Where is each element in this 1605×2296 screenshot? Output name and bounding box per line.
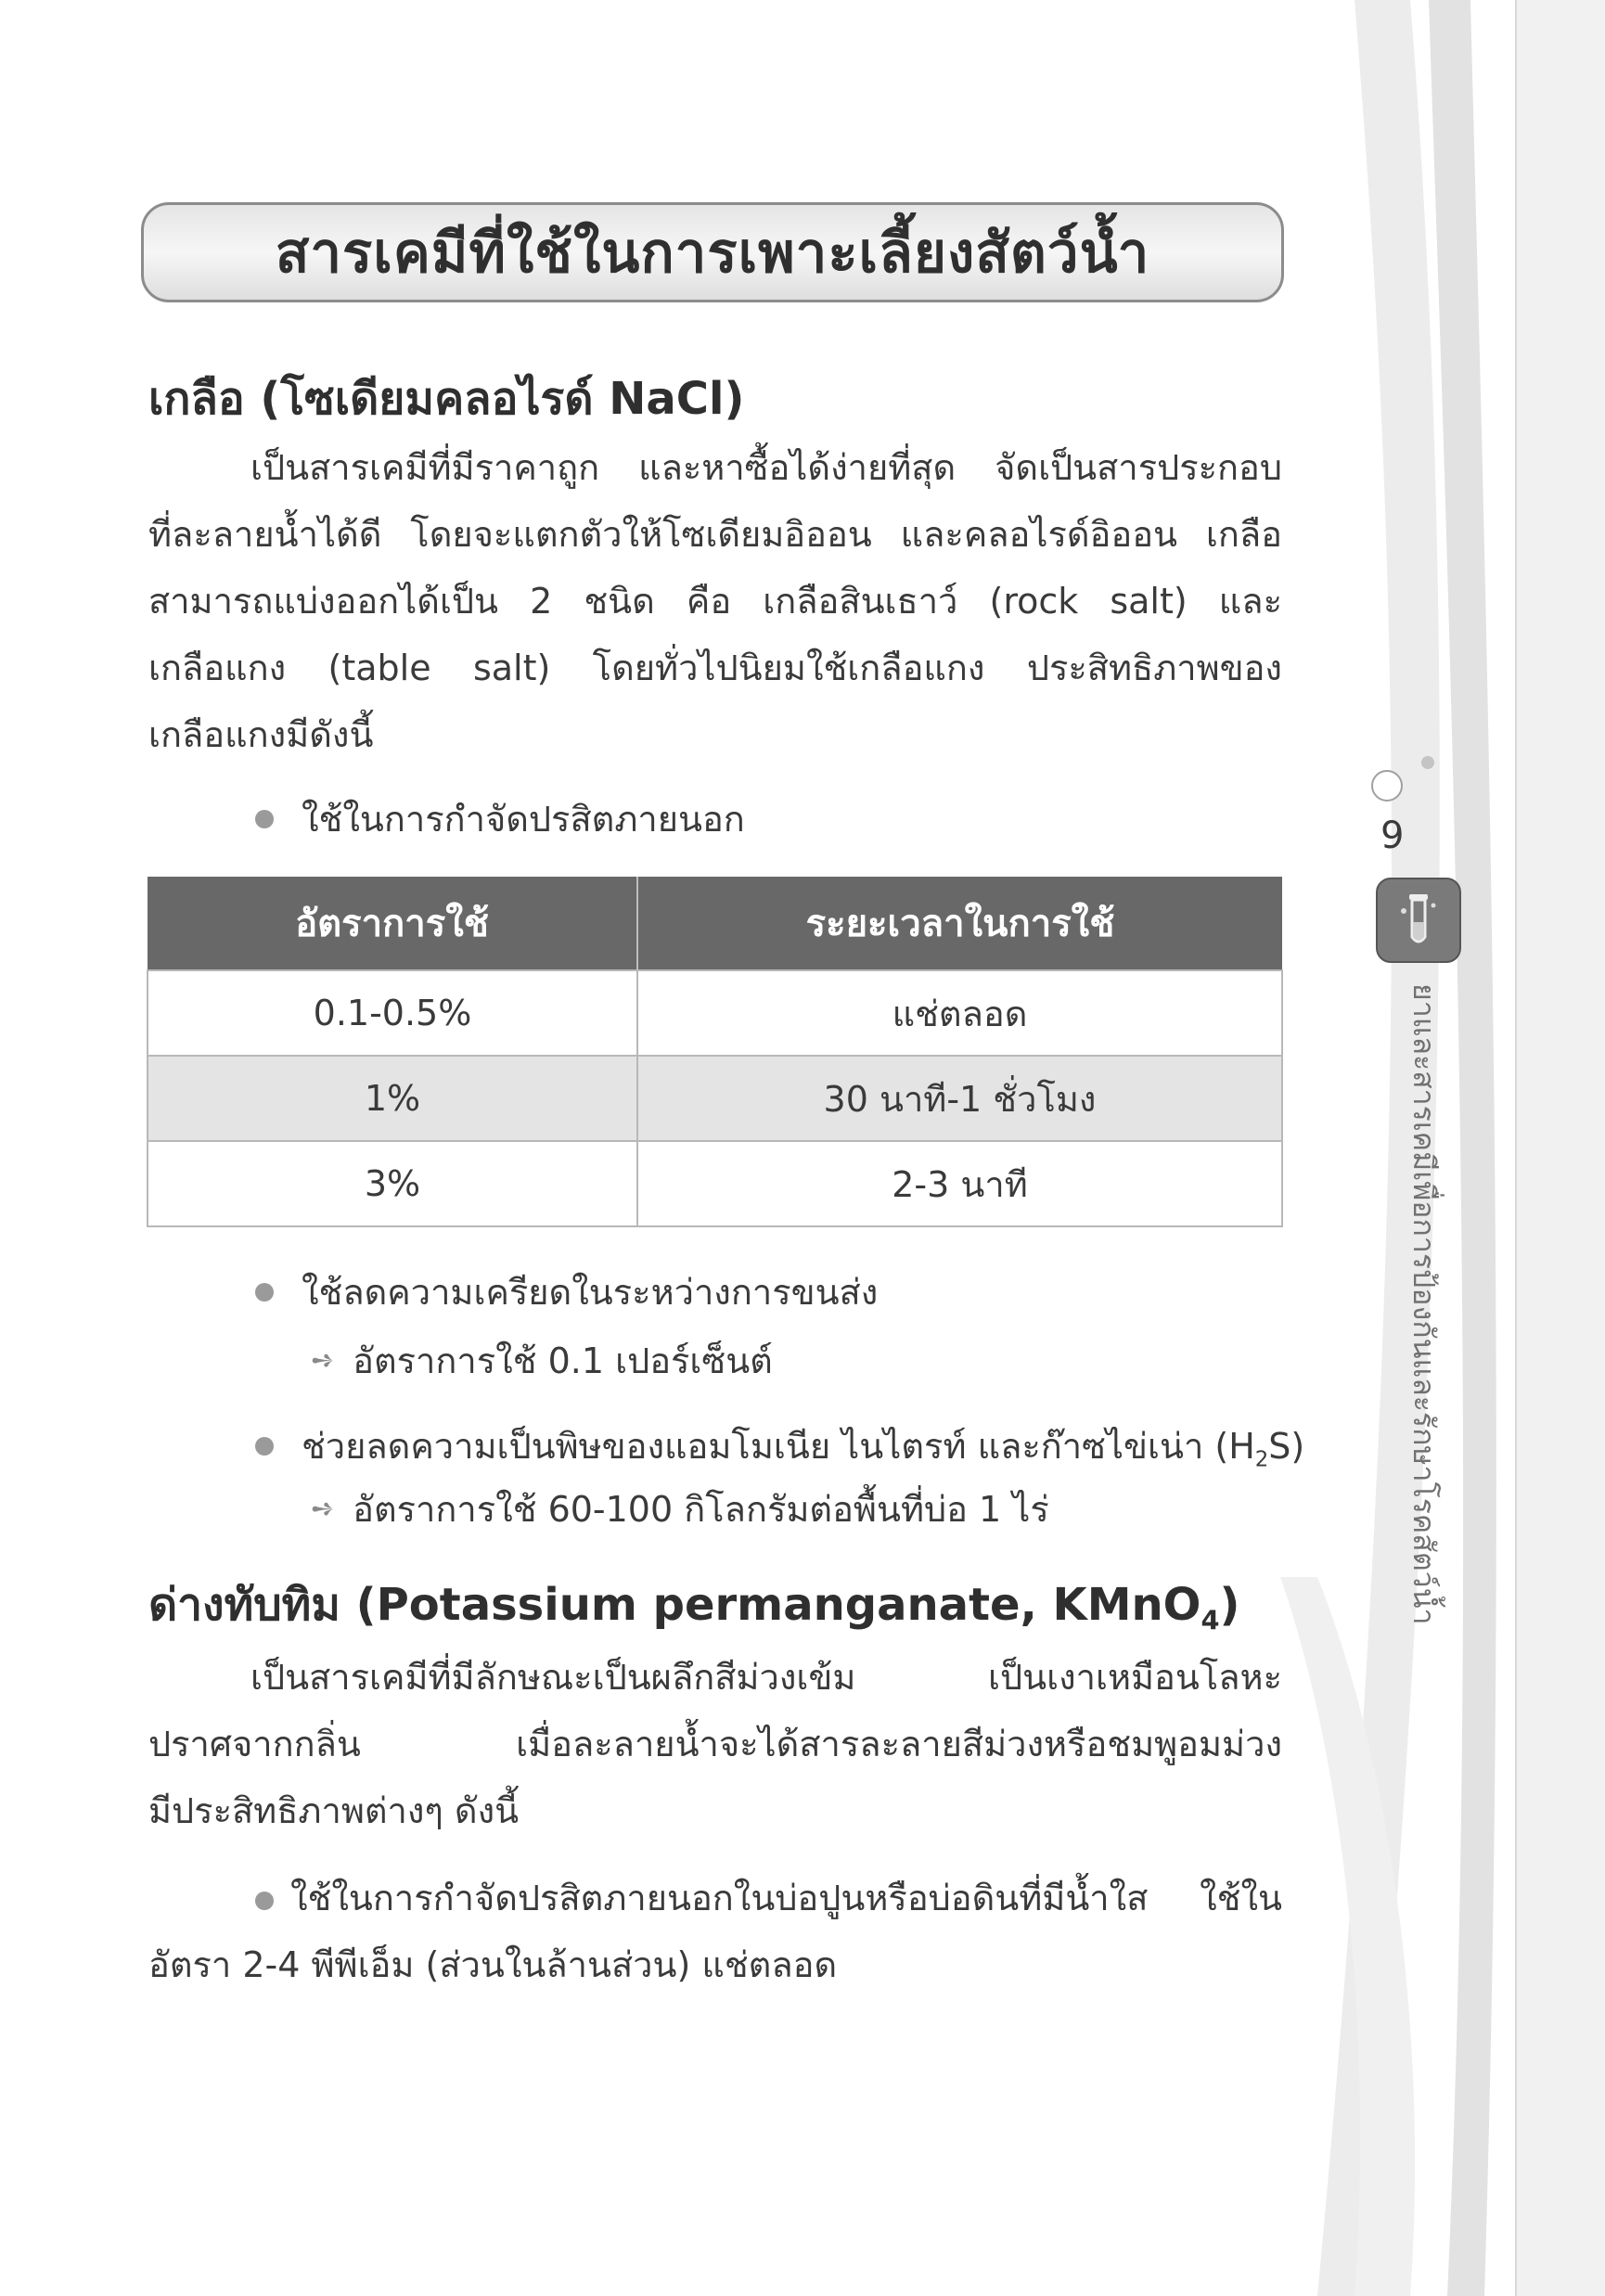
table-cell: แช่ตลอด — [637, 970, 1282, 1056]
decorative-dot — [1421, 756, 1434, 769]
kmno4-bullet-line: อัตรา 2-4 พีพีเอ็ม (ส่วนในล้านส่วน) แช่ตลอด — [148, 1944, 838, 1985]
kmno4-bullet-line: ใช้ในการกำจัดปรสิตภายนอกในบ่อปูนหรือบ่อดินที่มีน้ำใส ใช้ใน — [148, 1865, 1282, 1931]
test-tube-icon — [1394, 891, 1443, 950]
salt-paragraph-line: สามารถแบ่งออกได้เป็น 2 ชนิด คือ เกลือสินเธาว์ (rock salt) และ — [148, 581, 1282, 622]
table-header-cell: อัตราการใช้ — [148, 877, 637, 970]
salt-heading: เกลือ (โซเดียมคลอไรด์ NaCl) — [148, 373, 745, 425]
table-cell: 1% — [148, 1056, 637, 1141]
kmno4-heading: ด่างทับทิม (Potassium permanganate, KMnO$_4$) — [148, 1579, 1240, 1636]
bullet-text: ใช้ในการกำจัดปรสิตภายนอก — [302, 799, 745, 840]
salt-paragraph — [148, 434, 1282, 768]
table-cell: 3% — [148, 1141, 637, 1226]
side-caption: ยาและสารเคมีเพื่อการป้องกันและรักษาโรคสัตว์น้ำ — [1406, 983, 1442, 1625]
table-cell: 0.1-0.5% — [148, 970, 637, 1056]
table-row — [148, 1141, 1282, 1226]
bullet-dot-icon — [255, 810, 274, 828]
bullet-dot-icon — [255, 1892, 274, 1910]
kmno4-paragraph-line: ปราศจากกลิ่น เมื่อละลายน้ำจะได้สารละลายสีม่วงหรือชมพูอมม่วง — [148, 1724, 1282, 1764]
kmno4-paragraph-line: มีประสิทธิภาพต่างๆ ดังนี้ — [148, 1790, 520, 1831]
table-header-row — [148, 877, 1282, 970]
kmno4-bullet-1 — [148, 1865, 1282, 1998]
kmno4-paragraph-line: เป็นสารเคมีที่มีลักษณะเป็นผลึกสีม่วงเข้ม เป็นเงาเหมือนโลหะ — [250, 1657, 1282, 1698]
salt-bullet-1 — [255, 790, 745, 847]
salt-paragraph-line: เกลือแกง (table salt) โดยทั่วไปนิยมใช้เกลือแกง ประสิทธิภาพของ — [148, 648, 1282, 688]
salt-bullet-2 — [255, 1263, 878, 1320]
salt-paragraph-line: เป็นสารเคมีที่มีราคาถูก และหาซื้อได้ง่ายที่สุด จัดเป็นสารประกอบ — [250, 447, 1282, 488]
bullet-text: ใช้ลดความเครียดในระหว่างการขนส่ง — [302, 1272, 879, 1313]
page-number: 9 — [1380, 815, 1405, 857]
bullet-dot-icon — [255, 1437, 274, 1456]
table-row — [148, 1056, 1282, 1141]
bullet-dot-icon — [255, 1283, 274, 1302]
page-title: สารเคมีที่ใช้ในการเพาะเลี้ยงสัตว์น้ำ — [275, 220, 1150, 286]
kmno4-paragraph — [148, 1644, 1282, 1844]
decorative-circle — [1371, 770, 1403, 802]
salt-paragraph-line: ที่ละลายน้ำได้ดี โดยจะแตกตัวให้โซเดียมอิออน และคลอไรด์อิออน เกลือ — [148, 514, 1282, 555]
tube-badge — [1376, 878, 1461, 963]
salt-rate-table — [147, 877, 1283, 1227]
sub-bullet-text: อัตราการใช้ 60-100 กิโลกรัมต่อพื้นที่บ่อ 1 ไร่ — [353, 1489, 1049, 1530]
arrow-right-icon: ➺ — [311, 1344, 335, 1377]
bullet-text: ช่วยลดความเป็นพิษของแอมโมเนีย ไนไตรท์ และก๊าซไข่เน่า $(H_2S)$ — [302, 1426, 1305, 1472]
arrow-right-icon: ➺ — [311, 1493, 335, 1525]
sub-bullet-text: อัตราการใช้ 0.1 เปอร์เซ็นต์ — [353, 1340, 773, 1381]
table-cell: 2-3 นาที — [637, 1141, 1282, 1226]
salt-paragraph-line: เกลือแกงมีดังนี้ — [148, 714, 374, 755]
salt-bullet-3 — [255, 1417, 1304, 1474]
table-cell: 30 นาที-1 ชั่วโมง — [637, 1056, 1282, 1141]
table-header-cell: ระยะเวลาในการใช้ — [637, 877, 1282, 970]
table-row — [148, 970, 1282, 1056]
salt-bullet-3-sub — [311, 1481, 1049, 1537]
salt-bullet-2-sub — [311, 1332, 773, 1389]
